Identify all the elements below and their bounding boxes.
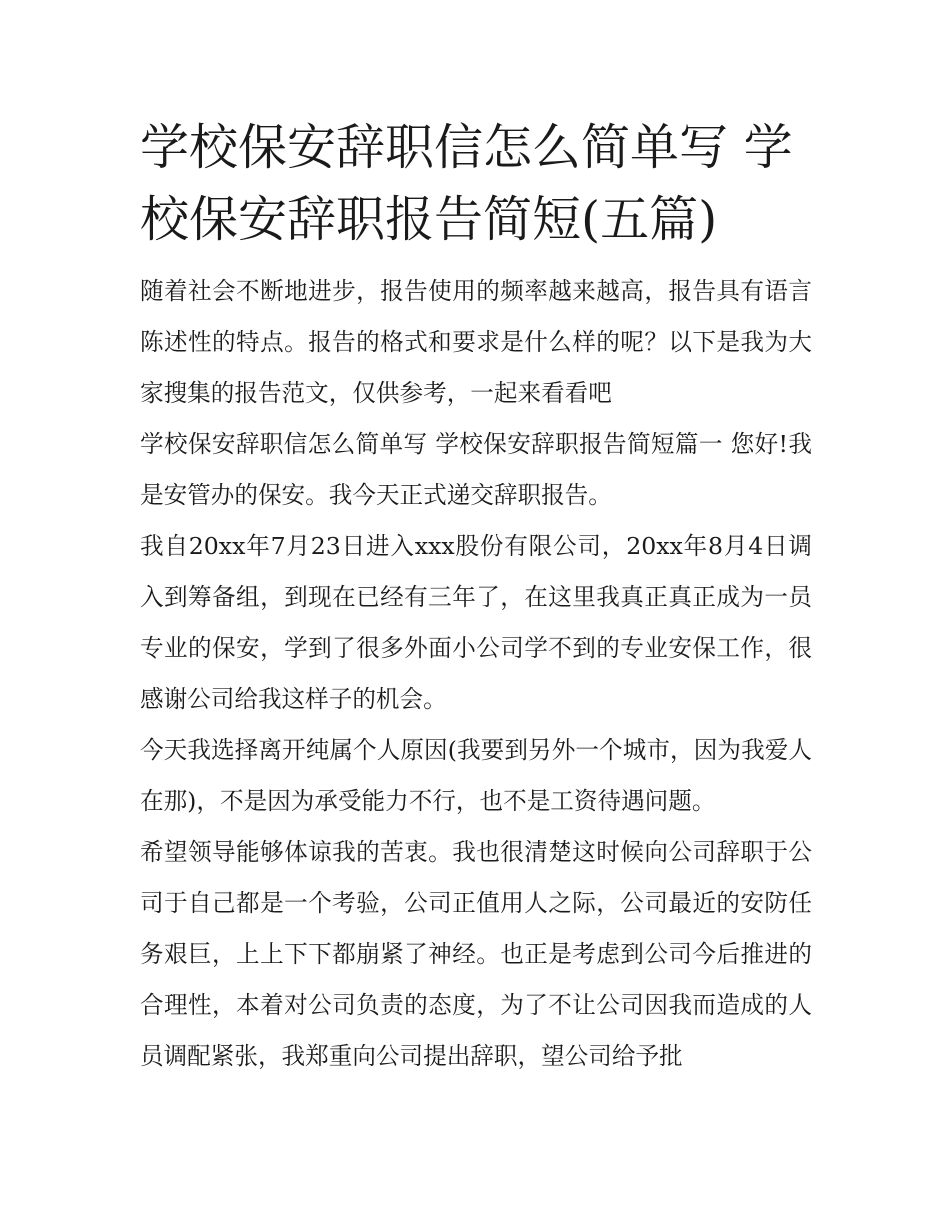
document-body: [140, 266, 812, 1082]
paragraph-request: 希望领导能够体谅我的苦衷。我也很清楚这时候向公司辞职于公司于自己都是一个考验，公司正值用人之际，公司最近的安防任务艰巨，上上下下都崩紧了神经。也正是考虑到公司今后推进的合理性，本着对公司负责的态度，为了不让公司因我而造成的人员调配紧张，我郑重向公司提出辞职，望公司给予批: [140, 838, 812, 1070]
document-title: 学校保安辞职信怎么简单写 学校保安辞职报告简短(五篇): [140, 119, 793, 248]
paragraph-employment-history: 我自20xx年7月23日进入xxx股份有限公司，20xx年8月4日调入到筹备组，到现在已经有三年了，在这里我真正真正成为一员专业的保安，学到了很多外面小公司学不到的专业安保工作，很感谢公司给我这样子的机会。: [140, 532, 812, 713]
paragraph-reason: 今天我选择离开纯属个人原因(我要到另外一个城市，因为我爱人在那)，不是因为承受能力不行，也不是工资待遇问题。: [140, 736, 812, 815]
paragraph-intro: 随着社会不断地进步，报告使用的频率越来越高，报告具有语言陈述性的特点。报告的格式和要求是什么样的呢？以下是我为大家搜集的报告范文，仅供参考，一起来看看吧: [140, 277, 812, 407]
paragraph-letter-opening: 学校保安辞职信怎么简单写 学校保安辞职报告简短篇一 您好!我是安管办的保安。我今天正式递交辞职报告。: [140, 430, 812, 509]
document-content: [140, 112, 812, 1082]
